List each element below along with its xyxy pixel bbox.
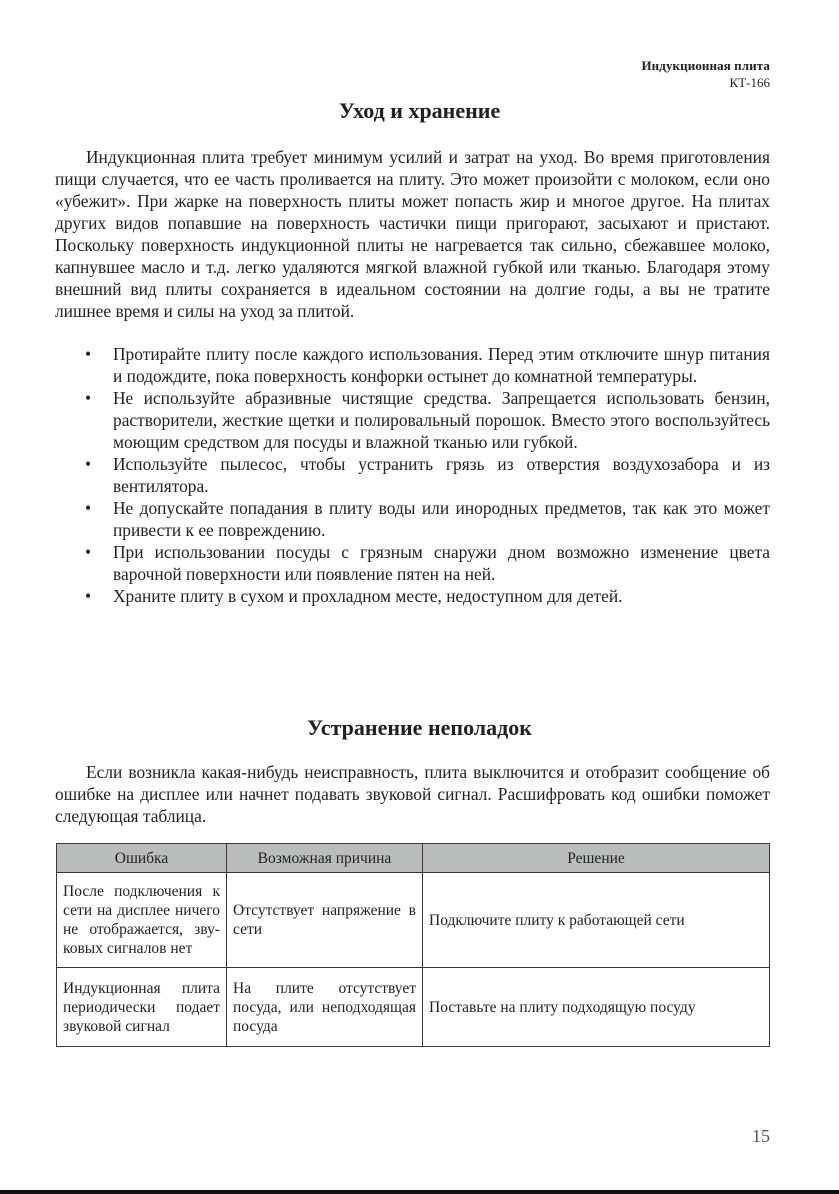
list-item-text: Используйте пылесос, чтобы устранить грязь из отверстия воздухозабора и из вентилятора. <box>113 454 770 496</box>
running-header <box>641 57 770 91</box>
page-bottom-edge <box>0 1190 839 1194</box>
column-header-cause: Возможная причина <box>227 844 423 873</box>
care-intro-paragraph: Индукционная плита требует минимум усилий и затрат на уход. Во время приготовления пищи случается, что ее часть проливается на плиту. Это может произойти с молоком, если оно «убежит». При жарке на поверхность плиты может попасть жир и многое другое. На плитах других видов попавшие на поверхность частички пищи пригорают, засыхают и пристают. Поскольку поверхность индукционной плиты не нагревается так сильно, сбежавшее молоко, капнувшее масло и т.д. легко удаляются мягкой влажной губкой или тканью. Благодаря этому внешний вид плиты сохраняется в идеальном состоянии на долгие годы, а вы не тратите лишнее время и силы на уход за плитой. <box>55 147 770 321</box>
table-row <box>57 873 770 968</box>
bullet-icon: • <box>85 542 92 562</box>
cell-error: Индукционная плита периодически подает звуковой сигнал <box>57 968 227 1047</box>
list-item <box>55 497 770 541</box>
cell-cause: Отсутствует напряжение в сети <box>227 873 423 968</box>
cell-cause: На плите отсутствует посуда, или неподходящая посуда <box>227 968 423 1047</box>
list-item <box>55 585 770 607</box>
bullet-icon: • <box>85 586 92 606</box>
bullet-icon: • <box>85 454 92 474</box>
header-product-name: Индукционная плита <box>641 58 770 73</box>
list-item-text: Протирайте плиту после каждого использования. Перед этим отключите шнур питания и подождите, пока поверхность конфорки остынет до комнатной температуры. <box>113 344 770 386</box>
care-section-title: Уход и хранение <box>338 98 501 123</box>
table-row <box>57 968 770 1047</box>
cell-error: После подключения к сети на дисплее ничего не отображается, звуковых сигналов нет <box>57 873 227 968</box>
bullet-icon: • <box>85 344 92 364</box>
error-table <box>56 843 770 1047</box>
table-header-row <box>57 844 770 873</box>
care-bullet-list <box>55 343 770 607</box>
list-item-text: При использовании посуды с грязным снаружи дном возможно изменение цвета варочной поверхности или появление пятен на ней. <box>113 542 770 584</box>
bullet-icon: • <box>85 388 92 408</box>
list-item-text: Храните плиту в сухом и прохладном месте, недоступном для детей. <box>113 586 623 606</box>
list-item <box>55 387 770 453</box>
list-item <box>55 453 770 497</box>
cell-solution: Подключите плиту к работающей сети <box>423 873 770 968</box>
list-item <box>55 343 770 387</box>
column-header-error: Ошибка <box>57 844 227 873</box>
troubleshooting-section-title: Устранение неполадок <box>307 715 532 740</box>
troubleshooting-intro-paragraph: Если возникла какая-нибудь неисправность, плита выключится и отобразит сообщение об ошибке на дисплее или начнет подавать звуковой сигнал. Расшифровать код ошибки поможет следующая таблица. <box>55 762 770 826</box>
list-item <box>55 541 770 585</box>
column-header-solution: Решение <box>423 844 770 873</box>
list-item-text: Не допускайте попадания в плиту воды или инородных предметов, так как это может привести к ее повреждению. <box>113 498 770 540</box>
bullet-icon: • <box>85 498 92 518</box>
header-model-number: КТ-166 <box>729 75 770 90</box>
list-item-text: Не используйте абразивные чистящие средства. Запрещается использовать бензин, растворители, жесткие щетки и полировальный порошок. Вместо этого воспользуйтесь моющим средством для посуды и влажной тканью или губкой. <box>113 388 770 452</box>
page-number: 15 <box>752 1126 770 1146</box>
cell-solution: Поставьте на плиту подходящую посуду <box>423 968 770 1047</box>
